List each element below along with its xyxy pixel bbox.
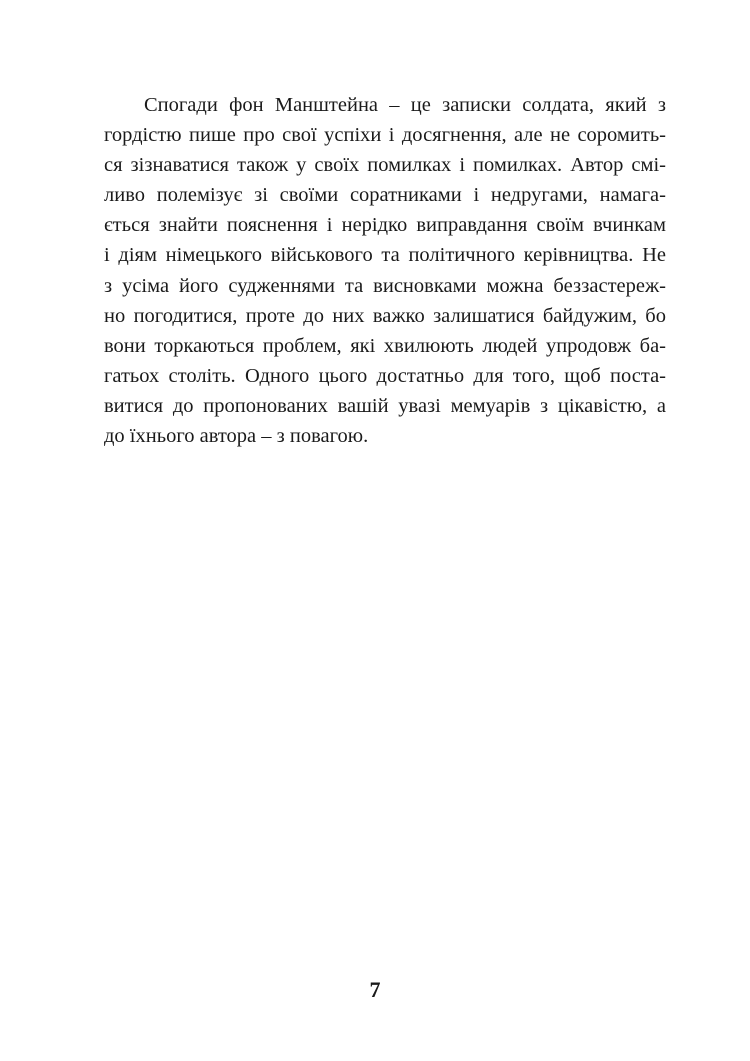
paragraph-line: і діям німецького військового та політичного керівництва. Не (104, 244, 666, 267)
paragraph (104, 90, 666, 451)
paragraph-line: Спогади фон Манштейна – це записки солдата, який з (144, 94, 666, 116)
paragraph-line: з усіма його судженнями та висновками можна беззастереж- (104, 274, 666, 297)
paragraph-line: ється знайти пояснення і нерідко виправдання своїм вчинкам (104, 214, 666, 237)
paragraph-line: ливо полемізує зі своїми соратниками і недругами, намага- (104, 184, 666, 207)
paragraph-line: гатьох століть. Одного цього достатньо для того, щоб поста- (104, 364, 666, 387)
paragraph-line: до їхнього автора – з повагою. (104, 425, 369, 448)
paragraph-line: но погодитися, проте до них важко залишатися байдужим, бо (104, 304, 666, 327)
paragraph-line: вони торкаються проблем, які хвилюють людей упродовж ба- (104, 334, 666, 357)
paragraph-line: витися до пропонованих вашій увазі мемуарів з цікавістю, а (104, 394, 666, 417)
paragraph-line: гордістю пише про свої успіхи і досягнення, але не соромить- (104, 124, 666, 147)
paragraph-line: ся зізнаватися також у своїх помилках і помилках. Автор смі- (104, 154, 666, 177)
page-number: 7 (369, 977, 381, 1002)
